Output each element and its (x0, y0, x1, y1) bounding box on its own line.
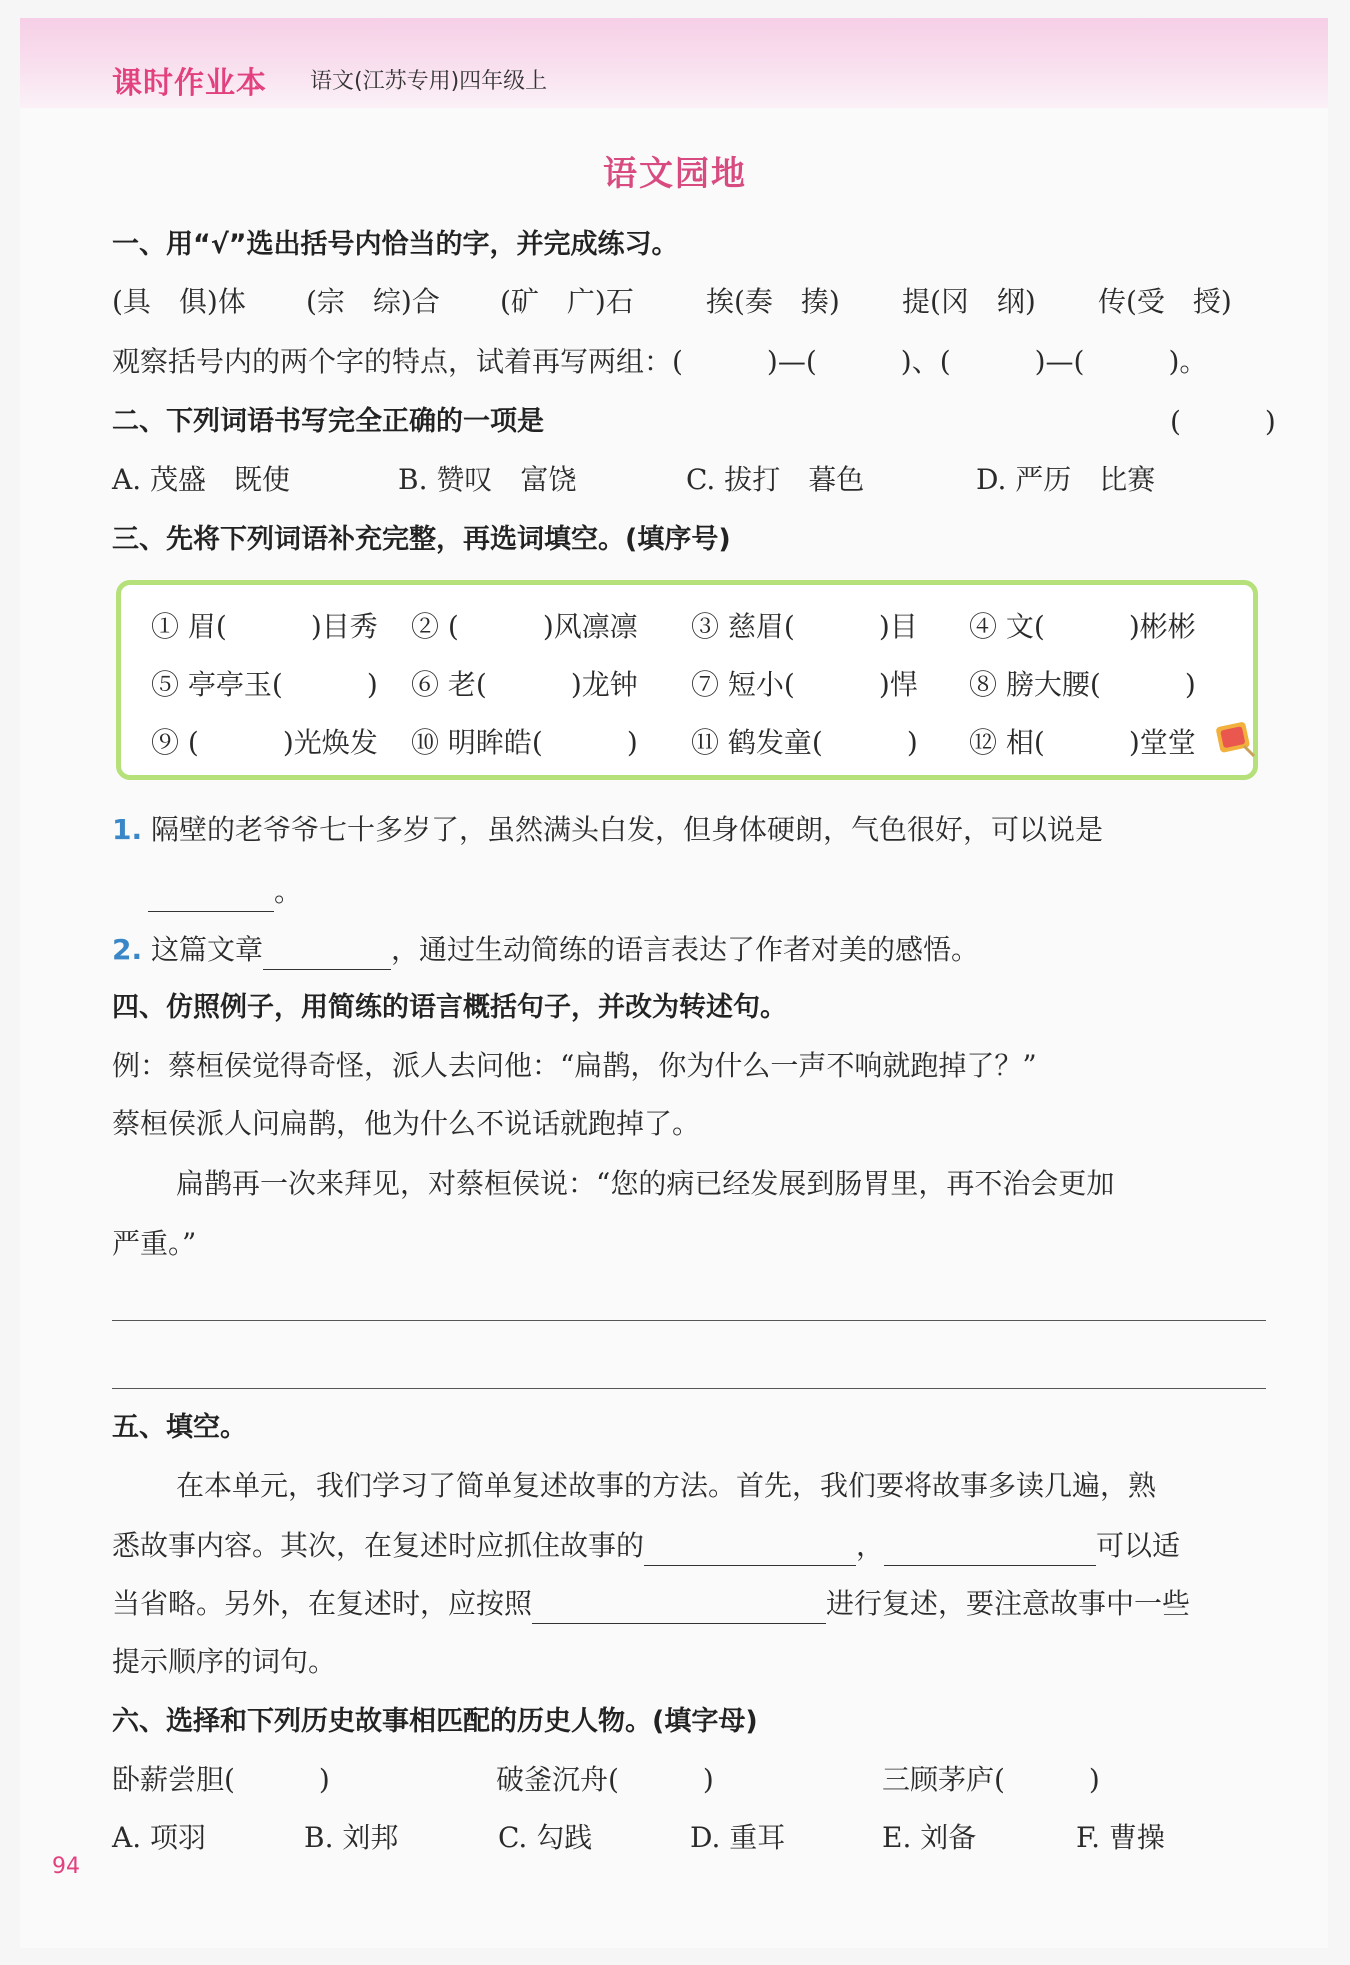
s4-answer-line-2[interactable] (112, 1388, 1266, 1389)
s5-line-2 (112, 1526, 1180, 1566)
s2-option-b: B. 赞叹 富饶 (398, 463, 577, 496)
word-3: ③ 慈眉( )目 (691, 610, 918, 643)
page-title: 语文园地 (603, 154, 747, 194)
s5-line-3 (112, 1584, 1190, 1624)
q1-text: 隔壁的老爷爷七十多岁了，虽然满头白发，但身体硬朗，气色很好，可以说是 (151, 813, 1104, 846)
word-bank-box (116, 580, 1258, 780)
s2-option-a: A. 茂盛 既使 (112, 463, 291, 496)
word-12: ⑫ 相( )堂堂 (969, 726, 1196, 759)
s4-example-answer: 蔡桓侯派人问扁鹊，他为什么不说话就跑掉了。 (112, 1107, 701, 1140)
s5-blank-3[interactable] (532, 1592, 826, 1624)
q1-answer-line (148, 872, 302, 912)
s5-blank-2[interactable] (884, 1534, 1096, 1566)
word-10: ⑩ 明眸皓( ) (411, 726, 638, 759)
s6-person-b: B. 刘邦 (304, 1821, 399, 1854)
q1-end: 。 (274, 875, 303, 908)
q2-number: 2. (112, 933, 143, 966)
s1-item: (矿 广)石 (500, 285, 634, 318)
s1-item: (宗 综)合 (306, 285, 440, 318)
word-7: ⑦ 短小( )悍 (691, 668, 918, 701)
s1-item: (具 俱)体 (112, 285, 246, 318)
q2-blank[interactable] (263, 938, 391, 970)
word-2: ② ( )风凛凛 (411, 610, 638, 643)
s3-question-1 (112, 810, 1103, 850)
word-11: ⑪ 鹤发童( ) (691, 726, 918, 759)
s5-line-4: 提示顺序的词句。 (112, 1645, 337, 1678)
s5-line-1: 在本单元，我们学习了简单复述故事的方法。首先，我们要将故事多读几遍，熟 (176, 1469, 1157, 1502)
s1-item: 挨(奏 揍) (706, 285, 840, 318)
word-5: ⑤ 亭亭玉( ) (151, 668, 378, 701)
word-6: ⑥ 老( )龙钟 (411, 668, 638, 701)
s6-story-1[interactable]: 卧薪尝胆( ) (112, 1763, 330, 1796)
section-3-heading: 三、先将下列词语补充完整，再选词填空。(填序号) (112, 524, 731, 555)
q1-number: 1. (112, 813, 143, 846)
s5-line-2-post: 可以适 (1096, 1529, 1181, 1562)
s6-person-f: F. 曹操 (1076, 1821, 1165, 1854)
s6-person-a: A. 项羽 (112, 1821, 207, 1854)
s5-line-2-mid: ， (856, 1529, 885, 1562)
book-icon (1214, 716, 1258, 760)
section-1-heading: 一、用“√”选出括号内恰当的字，并完成练习。 (112, 229, 679, 260)
word-9: ⑨ ( )光焕发 (151, 726, 378, 759)
q2-pre: 这篇文章 (151, 933, 264, 966)
word-8: ⑧ 膀大腰( ) (969, 668, 1196, 701)
s2-answer-paren[interactable]: ( ) (1170, 405, 1276, 438)
s6-story-3[interactable]: 三顾茅庐( ) (882, 1763, 1100, 1796)
s2-option-d: D. 严历 比赛 (976, 463, 1156, 496)
s5-blank-1[interactable] (644, 1534, 856, 1566)
s4-text-line-2: 严重。” (112, 1227, 197, 1260)
s1-item: 传(受 授) (1098, 285, 1232, 318)
s1-item: 提(冈 纲) (902, 285, 1036, 318)
section-6-heading: 六、选择和下列历史故事相匹配的历史人物。(填字母) (112, 1706, 758, 1737)
s5-line-2-pre: 悉故事内容。其次，在复述时应抓住故事的 (112, 1529, 645, 1562)
word-1: ① 眉( )目秀 (151, 610, 378, 643)
s4-answer-line-1[interactable] (112, 1320, 1266, 1321)
page-number: 94 (52, 1854, 80, 1879)
s4-text-line-1: 扁鹊再一次来拜见，对蔡桓侯说：“您的病已经发展到肠胃里，再不治会更加 (176, 1167, 1115, 1200)
s4-example: 例：蔡桓侯觉得奇怪，派人去问他：“扁鹊，你为什么一声不响就跑掉了？” (112, 1049, 1037, 1082)
s5-line-3-pre: 当省略。另外，在复述时，应按照 (112, 1587, 533, 1620)
section-4-heading: 四、仿照例子，用简练的语言概括句子，并改为转述句。 (112, 992, 787, 1023)
subject-label: 语文(江苏专用)四年级上 (310, 69, 548, 94)
s6-person-e: E. 刘备 (882, 1821, 977, 1854)
section-5-heading: 五、填空。 (112, 1412, 247, 1443)
section-2-heading: 二、下列词语书写完全正确的一项是 (112, 406, 544, 437)
s6-person-c: C. 勾践 (498, 1821, 593, 1854)
s6-story-2[interactable]: 破釜沉舟( ) (496, 1763, 714, 1796)
s1-prompt: 观察括号内的两个字的特点，试着再写两组：( )—( )、( )—( )。 (112, 345, 1208, 378)
q2-post: ，通过生动简练的语言表达了作者对美的感悟。 (391, 933, 980, 966)
s5-line-3-post: 进行复述，要注意故事中一些 (826, 1587, 1191, 1620)
s6-person-d: D. 重耳 (690, 1821, 786, 1854)
word-4: ④ 文( )彬彬 (969, 610, 1196, 643)
s3-question-2 (112, 930, 979, 970)
brand-title: 课时作业本 (112, 66, 267, 101)
s2-option-c: C. 拔打 暮色 (686, 463, 865, 496)
q1-blank[interactable] (148, 880, 274, 912)
